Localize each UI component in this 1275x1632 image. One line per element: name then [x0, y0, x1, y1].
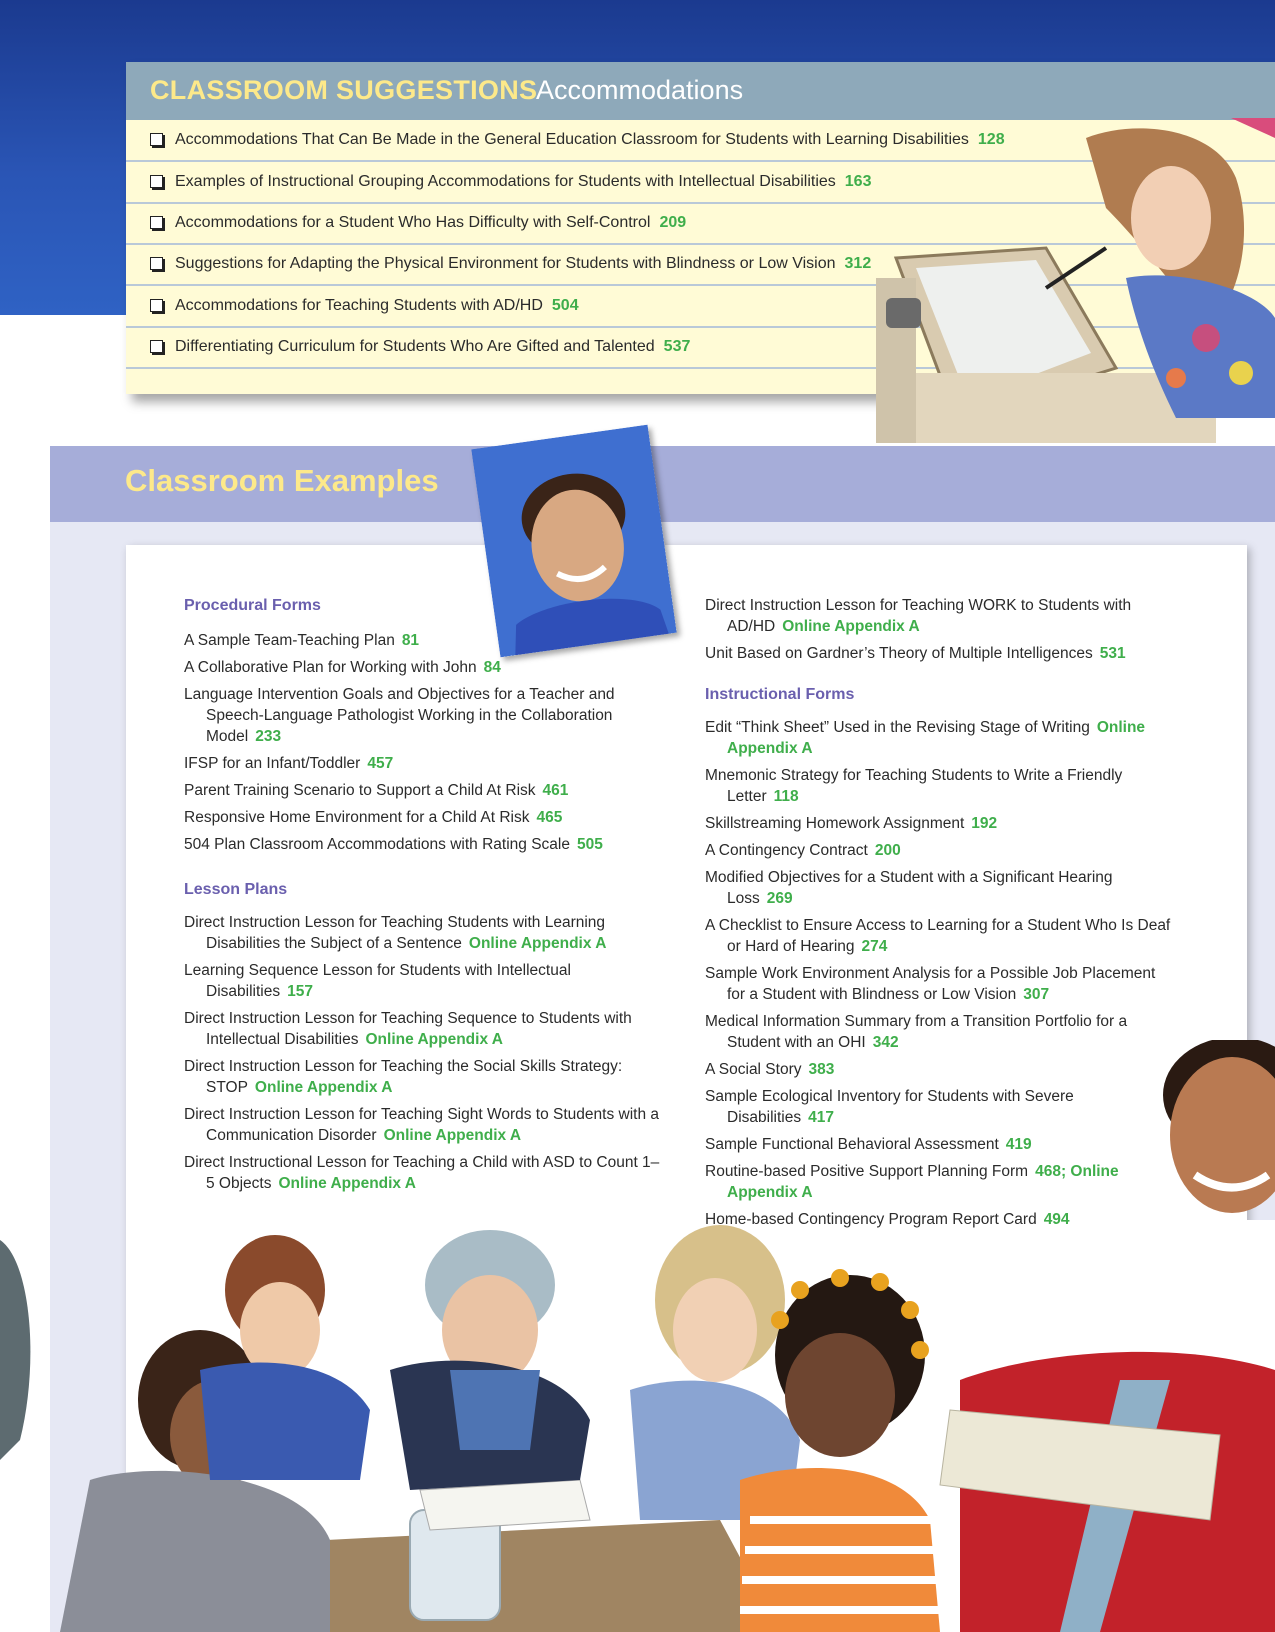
example-title: Direct Instruction Lesson for Teaching the Social Skills Strategy: STOP: [184, 1058, 623, 1096]
example-entry: [184, 780, 664, 801]
example-title: Mnemonic Strategy for Teaching Students to Write a Friendly Letter: [705, 767, 1123, 805]
checkbox-icon: [150, 299, 163, 312]
instructional-forms-list: [705, 717, 1175, 1230]
example-title: Direct Instruction Lesson for Teaching WORK to Students with AD/HD: [705, 597, 1132, 635]
example-title: Modified Objectives for a Student with a Significant Hearing Loss: [705, 869, 1113, 907]
girl-drawing-photo: [876, 118, 1275, 443]
example-entry: [705, 1011, 1175, 1053]
examples-right-column: [705, 595, 1175, 1236]
example-entry: [705, 813, 1175, 834]
instructional-forms-heading: Instructional Forms: [705, 686, 855, 703]
example-entry: [184, 753, 664, 774]
example-entry: [705, 765, 1175, 807]
suggestion-title: Suggestions for Adapting the Physical Environment for Students with Blindness or Low Vision: [175, 255, 836, 272]
procedural-forms-heading: Procedural Forms: [184, 597, 321, 614]
example-title: A Collaborative Plan for Working with John: [184, 659, 477, 676]
example-title: Parent Training Scenario to Support a Child At Risk: [184, 782, 536, 799]
example-entry: [705, 1209, 1175, 1230]
example-title: Routine-based Positive Support Planning Form: [705, 1163, 1029, 1180]
example-title: Sample Functional Behavioral Assessment: [705, 1136, 999, 1153]
example-entry: [184, 1008, 664, 1050]
example-page: 465: [536, 809, 563, 826]
example-entry: [184, 1056, 664, 1098]
suggestion-page: 504: [551, 297, 579, 314]
example-entry: [705, 595, 1175, 637]
example-title: A Social Story: [705, 1061, 802, 1078]
example-entry: [184, 657, 664, 678]
example-page: 84: [483, 659, 501, 676]
students-photo: [0, 1220, 1275, 1632]
example-page: 417: [808, 1109, 834, 1126]
example-page: Online Appendix A: [278, 1175, 416, 1192]
example-page: Online Appendix A: [254, 1079, 393, 1096]
example-entry: [184, 1104, 664, 1146]
suggestions-header: [126, 62, 1275, 120]
example-title: Skillstreaming Homework Assignment: [705, 815, 965, 832]
lesson-plans-heading: Lesson Plans: [184, 881, 288, 898]
example-page: Online Appendix A: [468, 935, 607, 952]
example-entry: [705, 643, 1175, 664]
checkbox-icon: [150, 340, 163, 353]
example-entry: [705, 915, 1175, 957]
example-title: Sample Work Environment Analysis for a Possible Job Placement for a Student with Blindness or Low Vision: [705, 965, 1156, 1003]
example-page: 307: [1023, 986, 1050, 1003]
suggestion-title: Accommodations That Can Be Made in the General Education Classroom for Students with Learning Disabilities: [175, 131, 969, 148]
checkbox-icon: [150, 216, 163, 229]
suggestion-title: Examples of Instructional Grouping Accommodations for Students with Intellectual Disabilities: [175, 173, 836, 190]
example-entry: [705, 867, 1175, 909]
example-page: 494: [1043, 1211, 1070, 1228]
example-title: A Checklist to Ensure Access to Learning for a Student Who Is Deaf or Hard of Hearing: [705, 917, 1171, 955]
suggestion-text: [175, 203, 686, 243]
example-entry: [184, 807, 664, 828]
example-title: Home-based Contingency Program Report Card: [705, 1211, 1037, 1228]
example-title: A Sample Team-Teaching Plan: [184, 632, 395, 649]
suggestion-text: [175, 244, 871, 284]
example-page: 342: [872, 1034, 899, 1051]
example-title: Language Intervention Goals and Objectives for a Teacher and Speech-Language Pathologist Working in the Collaboration Model: [184, 686, 615, 745]
checkbox-icon: [150, 257, 163, 270]
lesson-plans-list: [184, 912, 664, 1194]
suggestion-page: 312: [844, 255, 872, 272]
example-entry: [705, 717, 1175, 759]
examples-title: Classroom Examples: [125, 463, 439, 498]
example-page: Online Appendix A: [383, 1127, 522, 1144]
suggestion-text: [175, 327, 690, 367]
example-page: 383: [808, 1061, 835, 1078]
example-page: 118: [773, 788, 799, 805]
example-entry: [705, 1086, 1175, 1128]
suggestion-text: [175, 286, 579, 326]
suggestion-page: 163: [844, 173, 872, 190]
example-page: Online Appendix A: [727, 719, 1146, 757]
suggestion-title: Differentiating Curriculum for Students Who Are Gifted and Talented: [175, 338, 655, 355]
example-page: 461: [542, 782, 569, 799]
suggestion-page: 128: [977, 131, 1005, 148]
example-entry: [705, 1059, 1175, 1080]
example-page: Online Appendix A: [365, 1031, 503, 1048]
example-entry: [705, 963, 1175, 1005]
example-title: Sample Ecological Inventory for Students with Severe Disabilities: [705, 1088, 1074, 1126]
examples-left-column: [184, 595, 664, 1200]
example-title: Responsive Home Environment for a Child At Risk: [184, 809, 530, 826]
example-title: Direct Instruction Lesson for Teaching Sight Words to Students with a Communication Disorder: [184, 1106, 660, 1144]
example-title: Learning Sequence Lesson for Students with Intellectual Disabilities: [184, 962, 571, 1000]
example-title: 504 Plan Classroom Accommodations with Rating Scale: [184, 836, 570, 853]
suggestions-subtitle: Accommodations: [536, 75, 744, 105]
example-title: Medical Information Summary from a Transition Portfolio for a Student with an OHI: [705, 1013, 1128, 1051]
example-page: 457: [367, 755, 394, 772]
checkbox-icon: [150, 133, 163, 146]
suggestion-text: [175, 162, 871, 202]
procedural-forms-list: [184, 630, 664, 855]
example-page: 269: [766, 890, 793, 907]
right-top-list: [705, 595, 1175, 664]
example-entry: [705, 1134, 1175, 1155]
example-title: IFSP for an Infant/Toddler: [184, 755, 361, 772]
example-page: 192: [971, 815, 998, 832]
example-entry: [184, 960, 664, 1002]
example-title: Direct Instruction Lesson for Teaching Students with Learning Disabilities the Subject of a Sentence: [184, 914, 606, 952]
example-entry: [184, 912, 664, 954]
suggestions-title: CLASSROOM SUGGESTIONS: [150, 75, 538, 105]
example-page: 505: [576, 836, 603, 853]
example-title: Edit “Think Sheet” Used in the Revising Stage of Writing: [705, 719, 1090, 736]
example-title: Direct Instructional Lesson for Teaching a Child with ASD to Count 1–5 Objects: [184, 1154, 660, 1192]
example-page: 200: [874, 842, 901, 859]
example-entry: [705, 840, 1175, 861]
example-title: Direct Instruction Lesson for Teaching Sequence to Students with Intellectual Disabilities: [184, 1010, 632, 1048]
example-page: 233: [255, 728, 282, 745]
example-page: 81: [401, 632, 420, 649]
example-page: 419: [1005, 1136, 1032, 1153]
example-entry: [184, 684, 664, 747]
example-entry: [184, 1152, 664, 1194]
example-page: 157: [287, 983, 313, 1000]
example-page: Online Appendix A: [782, 618, 920, 635]
suggestion-title: Accommodations for a Student Who Has Difficulty with Self-Control: [175, 214, 651, 231]
checkbox-icon: [150, 175, 163, 188]
example-page: 531: [1099, 645, 1126, 662]
page-margin: [0, 315, 130, 455]
example-page: 274: [861, 938, 888, 955]
example-entry: [705, 1161, 1175, 1203]
suggestion-title: Accommodations for Teaching Students with AD/HD: [175, 297, 543, 314]
example-title: A Contingency Contract: [705, 842, 868, 859]
example-entry: [184, 630, 664, 651]
suggestion-page: 209: [659, 214, 687, 231]
example-page: 468; Online Appendix A: [727, 1163, 1119, 1201]
example-entry: [184, 834, 664, 855]
suggestion-page: 537: [663, 338, 691, 355]
example-title: Unit Based on Gardner’s Theory of Multiple Intelligences: [705, 645, 1093, 662]
